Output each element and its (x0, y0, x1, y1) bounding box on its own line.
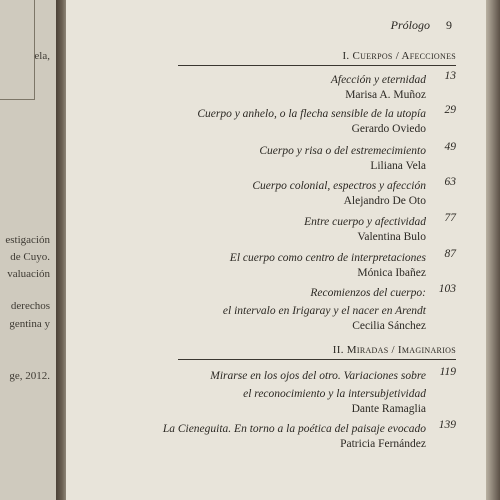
page-edge (486, 0, 500, 500)
entry-title: Entre cuerpo y afectividad (304, 216, 426, 228)
entry-author: Mónica Ibañez (357, 267, 426, 279)
entry-title: Cuerpo y risa o del estremecimiento (259, 145, 426, 157)
entry-author: Alejandro De Oto (343, 195, 426, 207)
entry-author: Dante Ramaglia (351, 403, 426, 415)
toc-entry (210, 366, 456, 417)
left-page-box (0, 0, 35, 100)
section-heading-2: II. Miradas / Imaginarios (178, 344, 456, 360)
entry-author: Gerardo Oviedo (351, 123, 426, 135)
toc-entry (197, 104, 456, 137)
entry-page: 77 (444, 212, 456, 224)
left-page-line: de Cuyo. (10, 251, 50, 263)
entry-page: 119 (439, 366, 456, 378)
toc-entry (259, 141, 456, 174)
entry-page: 103 (438, 283, 456, 295)
prologue-title: Prólogo (390, 18, 430, 32)
entry-title: La Cieneguita. En torno a la poética del paisaje evocado (162, 423, 426, 435)
entry-page: 49 (444, 141, 456, 153)
prologue-entry (391, 18, 452, 33)
entry-page: 29 (444, 104, 456, 116)
entry-title-line: el intervalo en Irigaray y el nacer en Arendt (222, 305, 426, 317)
entry-page: 139 (438, 419, 456, 431)
entry-title-line: el reconocimiento y la intersubjetividad (243, 388, 426, 400)
contents-page (66, 0, 486, 500)
toc-entry (230, 248, 456, 281)
entry-title: Cuerpo y anhelo, o la flecha sensible de la utopía (197, 108, 426, 120)
left-page-line: valuación (7, 268, 50, 280)
left-page-line: derechos (10, 300, 50, 312)
entry-author: Patricia Fernández (340, 438, 426, 450)
left-page-line: estigación (5, 234, 50, 246)
left-facing-page (0, 0, 56, 500)
toc-entry (304, 212, 456, 245)
entry-title-line: Recomienzos del cuerpo: (310, 287, 426, 299)
left-page-line: ge, 2012. (9, 370, 50, 382)
entry-title: Cuerpo colonial, espectros y afección (252, 180, 426, 192)
entry-page: 13 (444, 70, 456, 82)
book-gutter (56, 0, 66, 500)
entry-author: Marisa A. Muñoz (345, 89, 426, 101)
entry-title-line: Mirarse en los ojos del otro. Variaciones sobre (210, 370, 426, 382)
entry-title: Afección y eternidad (330, 74, 426, 86)
section-heading-1: I. Cuerpos / Afecciones (178, 50, 456, 66)
left-page-line: ela, (34, 50, 50, 62)
entry-author: Cecilia Sánchez (352, 320, 426, 332)
toc-entry (252, 176, 456, 209)
toc-entry (163, 419, 456, 452)
entry-page: 87 (444, 248, 456, 260)
entry-page: 63 (444, 176, 456, 188)
left-page-line: gentina y (9, 318, 50, 330)
toc-entry (331, 70, 456, 103)
prologue-page: 9 (446, 18, 452, 32)
entry-author: Valentina Bulo (357, 231, 426, 243)
entry-author: Liliana Vela (370, 160, 426, 172)
toc-entry (223, 283, 456, 334)
entry-title: El cuerpo como centro de interpretaciones (229, 252, 426, 264)
